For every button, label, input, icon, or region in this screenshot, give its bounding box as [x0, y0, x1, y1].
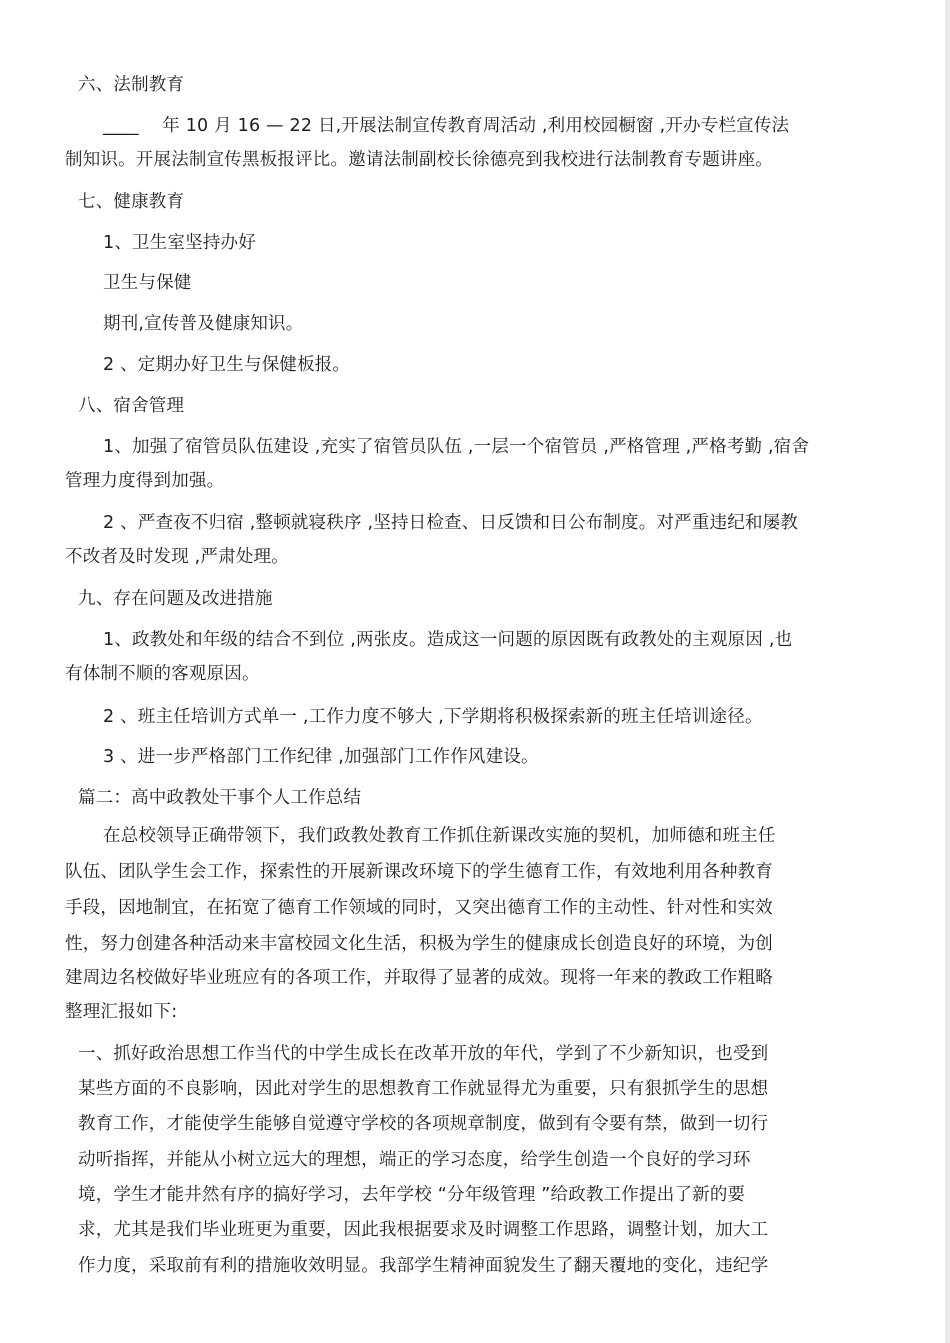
paragraph-line: 有体制不顺的客观原因。 [65, 664, 260, 684]
paragraph-line: 境，学生才能井然有序的搞好学习，去年学校 “分年级管理 ”给政教工作提出了新的要 [78, 1185, 746, 1205]
paragraph-line: 1、卫生室坚持办好 [103, 233, 256, 253]
paragraph-line: 某些方面的不良影响，因此对学生的思想教育工作就显得尤为重要，只有狠抓学生的思想 [78, 1079, 769, 1099]
paragraph-line: 2 、班主任培训方式单一 ,工作力度不够大 ,下学期将积极探索新的班主任培训途径。 [103, 707, 763, 727]
paragraph-line: 不改者及时发现 ,严肃处理。 [65, 547, 289, 567]
paragraph-line: 卫生与保健 [103, 273, 192, 293]
paragraph-line: 手段，因地制宜，在拓宽了德育工作领域的同时，又突出德育工作的主动性、针对性和实效 [65, 898, 773, 918]
paragraph-line: 性，努力创建各种活动来丰富校园文化生活，积极为学生的健康成长创造良好的环境，为创 [65, 934, 773, 954]
paragraph-line: 管理力度得到加强。 [65, 471, 225, 491]
paragraph-line: 期刊,宣传普及健康知识。 [103, 314, 304, 334]
paragraph-line: 教育工作，才能使学生能够自觉遵守学校的各项规章制度，做到有令要有禁，做到一切行 [78, 1114, 769, 1134]
heading-dormitory-management: 八、宿舍管理 [78, 396, 185, 416]
paragraph-line: 整理汇报如下: [65, 1002, 178, 1022]
heading-problems-and-improvements: 九、存在问题及改进措施 [78, 589, 273, 609]
paragraph-line: 2 、定期办好卫生与保健板报。 [103, 355, 351, 375]
paragraph-line: 建周边名校做好毕业班应有的各项工作，并取得了显著的成效。现将一年来的教政工作粗略 [65, 968, 773, 988]
paragraph-line: 在总校领导正确带领下，我们政教处教育工作抓住新课改实施的契机，加师德和班主任 [103, 826, 776, 846]
heading-health-education: 七、健康教育 [78, 192, 185, 212]
paragraph-line: 动听指挥，并能从小树立远大的理想，端正的学习态度，给学生创造一个良好的学习环 [78, 1150, 751, 1170]
heading-legal-education: 六、法制教育 [78, 75, 185, 95]
paragraph-line: 2 、严查夜不归宿 ,整顿就寝秩序 ,坚持日检查、日反馈和日公布制度。对严重违纪和屡教 [103, 513, 799, 533]
paragraph-line: 3 、进一步严格部门工作纪律 ,加强部门工作作风建设。 [103, 747, 539, 767]
paragraph-line: ____ 年 10 月 16 — 22 日,开展法制宣传教育周活动 ,利用校园橱窗 ,开办专栏宣传法 [103, 116, 790, 136]
paragraph-line: 队伍、团队学生会工作，探索性的开展新课改环境下的学生德育工作，有效地利用各种教育 [65, 862, 773, 882]
paragraph-line: 作力度，采取前有利的措施收效明显。我部学生精神面貌发生了翻天覆地的变化，违纪学 [78, 1256, 769, 1276]
paragraph-line: 1、加强了宿管员队伍建设 ,充实了宿管员队伍 ,一层一个宿管员 ,严格管理 ,严格考勤 ,宿舍 [103, 437, 810, 457]
paragraph-line: 1、政教处和年级的结合不到位 ,两张皮。造成这一问题的原因既有政教处的主观原因 ,也 [103, 630, 793, 650]
paragraph-line: 求，尤其是我们毕业班更为重要，因此我根据要求及时调整工作思路，调整计划，加大工 [78, 1220, 769, 1240]
section-title-part-two: 篇二：高中政教处干事个人工作总结 [78, 788, 362, 808]
paragraph-line: 一、抓好政治思想工作当代的中学生成长在改革开放的年代，学到了不少新知识，也受到 [78, 1044, 769, 1064]
paragraph-line: 制知识。开展法制宣传黑板报评比。邀请法制副校长徐德亮到我校进行法制教育专题讲座。 [65, 150, 773, 170]
